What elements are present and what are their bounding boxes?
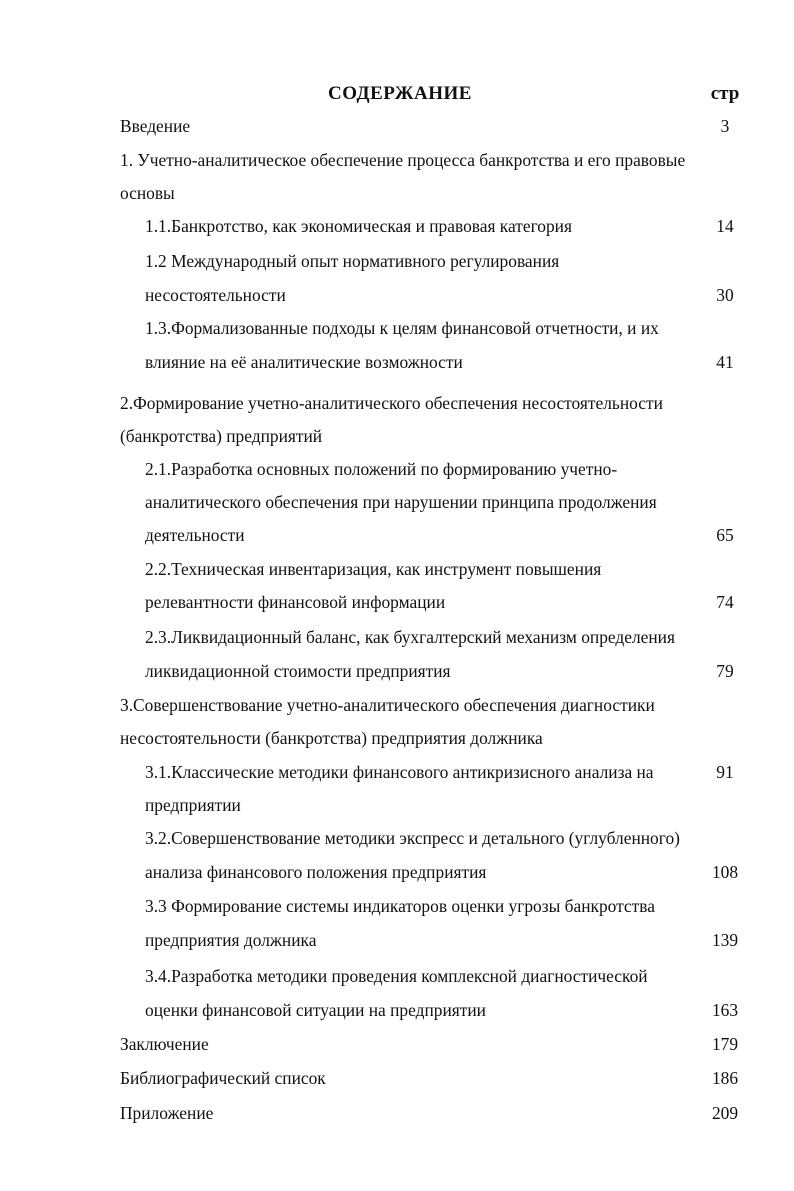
- toc-entry-text: релевантности финансовой информации: [145, 592, 446, 612]
- toc-entry: [0, 180, 794, 206]
- toc-entry-text: 3.Совершенствование учетно-аналитического обеспечения диагностики: [120, 695, 655, 715]
- toc-entry: [0, 997, 794, 1023]
- toc-entry: [0, 927, 794, 953]
- toc-entry-text: предприятии: [145, 795, 241, 815]
- toc-entry-text: Введение: [120, 116, 191, 136]
- toc-entry-text: основы: [120, 183, 175, 203]
- toc-entry: [0, 248, 794, 274]
- toc-entry-page: 91: [716, 762, 734, 782]
- toc-entry: [0, 725, 794, 751]
- toc-entry: [0, 456, 794, 482]
- page-column-label: стр: [710, 83, 740, 104]
- toc-entry: [0, 147, 794, 173]
- toc-entry: [0, 859, 794, 885]
- toc-entry-text: 2.2.Техническая инвентаризация, как инструмент повышения: [145, 559, 602, 579]
- toc-entry-page: 79: [716, 661, 734, 681]
- toc-title: СОДЕРЖАНИЕ: [328, 83, 472, 104]
- toc-entry-text: 2.Формирование учетно-аналитического обеспечения несостоятельности: [120, 393, 663, 413]
- toc-entry-text: 1. Учетно-аналитическое обеспечение процесса банкротства и его правовые: [120, 150, 686, 170]
- toc-entry-text: Библиографический список: [120, 1068, 326, 1088]
- toc-entry: [0, 658, 794, 684]
- toc-entry: [0, 692, 794, 718]
- toc-entry: [0, 390, 794, 416]
- toc-entry-page: 74: [716, 592, 734, 612]
- toc-entry-text: 3.3 Формирование системы индикаторов оценки угрозы банкротства: [145, 896, 655, 916]
- toc-heading: [0, 83, 794, 107]
- toc-entry: [0, 792, 794, 818]
- toc-entry-text: несостоятельности (банкротства) предприятия должника: [120, 728, 543, 748]
- toc-entry: [0, 589, 794, 615]
- toc-entry-page: 3: [720, 116, 730, 136]
- toc-entry-text: 1.2 Международный опыт нормативного регулирования: [145, 251, 560, 271]
- toc-entry: [0, 489, 794, 515]
- toc-entry-page: 139: [711, 930, 739, 950]
- toc-entry-page: 30: [716, 285, 734, 305]
- toc-entry: [0, 315, 794, 341]
- toc-entry: [0, 349, 794, 375]
- toc-entry-text: предприятия должника: [145, 930, 317, 950]
- toc-entry-page: 108: [711, 862, 739, 882]
- toc-entry-text: несостоятельности: [145, 285, 286, 305]
- toc-entry-text: 3.1.Классические методики финансового антикризисного анализа на: [145, 762, 654, 782]
- toc-entry-text: 2.1.Разработка основных положений по формированию учетно-: [145, 459, 618, 479]
- toc-entry: [0, 113, 794, 139]
- toc-entry: [0, 522, 794, 548]
- toc-entry-text: 1.1.Банкротство, как экономическая и правовая категория: [145, 216, 572, 236]
- toc-entry-page: 186: [711, 1068, 739, 1088]
- toc-entry: [0, 1031, 794, 1057]
- toc-entry: [0, 825, 794, 851]
- toc-entry: [0, 624, 794, 650]
- toc-entry-text: Приложение: [120, 1103, 214, 1123]
- toc-entry-text: 3.4.Разработка методики проведения комплексной диагностической: [145, 966, 648, 986]
- toc-entry-page: 163: [711, 1000, 739, 1020]
- toc-entry: [0, 1100, 794, 1126]
- toc-entry: [0, 759, 794, 785]
- toc-entry: [0, 1065, 794, 1091]
- toc-entry: [0, 556, 794, 582]
- toc-entry-text: (банкротства) предприятий: [120, 426, 323, 446]
- toc-entry-text: аналитического обеспечения при нарушении принципа продолжения: [145, 492, 657, 512]
- toc-entry-page: 209: [711, 1103, 739, 1123]
- toc-entry-page: 65: [716, 525, 734, 545]
- toc-entry: [0, 282, 794, 308]
- toc-entry-page: 14: [716, 216, 734, 236]
- toc-entry-page: 41: [716, 352, 734, 372]
- toc-entry-page: 179: [711, 1034, 739, 1054]
- toc-entry-text: Заключение: [120, 1034, 209, 1054]
- toc-entry: [0, 213, 794, 239]
- toc-entry-text: влияние на её аналитические возможности: [145, 352, 463, 372]
- toc-entry-text: 3.2.Совершенствование методики экспресс и детального (углубленного): [145, 828, 680, 848]
- toc-entry-text: анализа финансового положения предприятия: [145, 862, 487, 882]
- toc-entry-text: ликвидационной стоимости предприятия: [145, 661, 451, 681]
- toc-entry-text: 2.3.Ликвидационный баланс, как бухгалтерский механизм определения: [145, 627, 675, 647]
- toc-entry: [0, 963, 794, 989]
- toc-entry-text: оценки финансовой ситуации на предприятии: [145, 1000, 486, 1020]
- toc-entry: [0, 423, 794, 449]
- toc-entry-text: деятельности: [145, 525, 245, 545]
- toc-entry: [0, 893, 794, 919]
- toc-entry-text: 1.3.Формализованные подходы к целям финансовой отчетности, и их: [145, 318, 659, 338]
